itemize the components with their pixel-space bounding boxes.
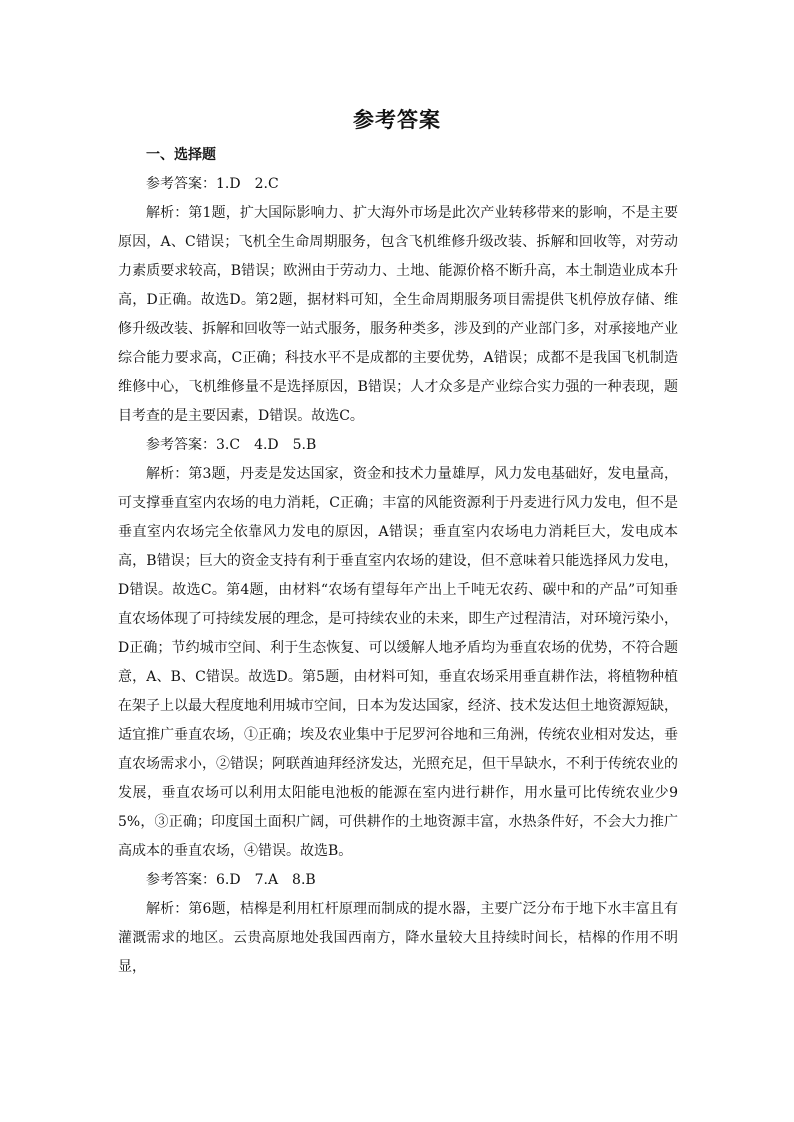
- section-heading: 一、选择题: [146, 147, 216, 163]
- page-title: 参考答案: [353, 108, 441, 132]
- explanation-1-2: 解析：第1题，扩大国际影响力、扩大海外市场是此次产业转移带来的影响，不是主要原因，A、C错误；飞机全生命周期服务，包含飞机维修升级改装、拆解和回收等，对劳动力素质要求较高，B错误；欧洲由于劳动力、土地、能源价格不断升高，本土制造业成本升高，D正确。故选D。第2题，据材料可知，全生命周期服务项目需提供飞机停放存储、维修升级改装、拆解和回收等一站式服务，服务种类多，涉及到的产业部门多，对承接地产业综合能力要求高，C正确；科技水平不是成都的主要优势，A错误；成都不是我国飞机制造维修中心，飞机维修量不是选择原因，B错误；人才众多是产业综合实力强的一种表现，题目考查的是主要因素，D错误。故选C。: [118, 205, 678, 424]
- explanation-6-8: 解析：第6题，桔槔是利用杠杆原理而制成的提水器，主要广泛分布于地下水丰富且有灌溉需求的地区。云贵高原地处我国西南方，降水量较大且持续时间长，桔槔的作用不明显，: [118, 901, 678, 975]
- explanation-3-5: 解析：第3题，丹麦是发达国家，资金和技术力量雄厚，风力发电基础好，发电量高，可支撑垂直室内农场的电力消耗，C正确；丰富的风能资源利于丹麦进行风力发电，但不是垂直室内农场完全依靠风力发电的原因，A错误；垂直室内农场电力消耗巨大，发电成本高，B错误；巨大的资金支持有利于垂直室内农场的建设，但不意味着只能选择风力发电，D错误。故选C。第4题，由材料“农场有望每年产出上千吨无农药、碳中和的产品”可知垂直农场体现了可持续发展的理念，是可持续农业的未来，即生产过程清洁，对环境污染小，D正确；节约城市空间、利于生态恢复、可以缓解人地矛盾均为垂直农场的优势，不符合题意，A、B、C错误。故选D。第5题，由材料可知，垂直农场采用垂直耕作法，将植物种植在架子上以最大程度地利用城市空间，日本为发达国家，经济、技术发达但土地资源短缺，适宜推广垂直农场，①正确；埃及农业集中于尼罗河谷地和三角洲，传统农业相对发达，垂直农场需求小，②错误；阿联酋迪拜经济发达，光照充足，但干旱缺水，不利于传统农业的发展，垂直农场可以利用太阳能电池板的能源在室内进行耕作，用水量可比传统农业少95%，③正确；印度国土面积广阔，可供耕作的土地资源丰富，水热条件好，不会大力推广高成本的垂直农场，④错误。故选B。: [118, 466, 678, 859]
- answer-key-1-2: 参考答案：1.D 2.C: [146, 176, 279, 192]
- answer-key-3-5: 参考答案：3.C 4.D 5.B: [146, 437, 317, 453]
- answer-content: [118, 141, 678, 982]
- answer-key-6-8: 参考答案：6.D 7.A 8.B: [146, 872, 316, 888]
